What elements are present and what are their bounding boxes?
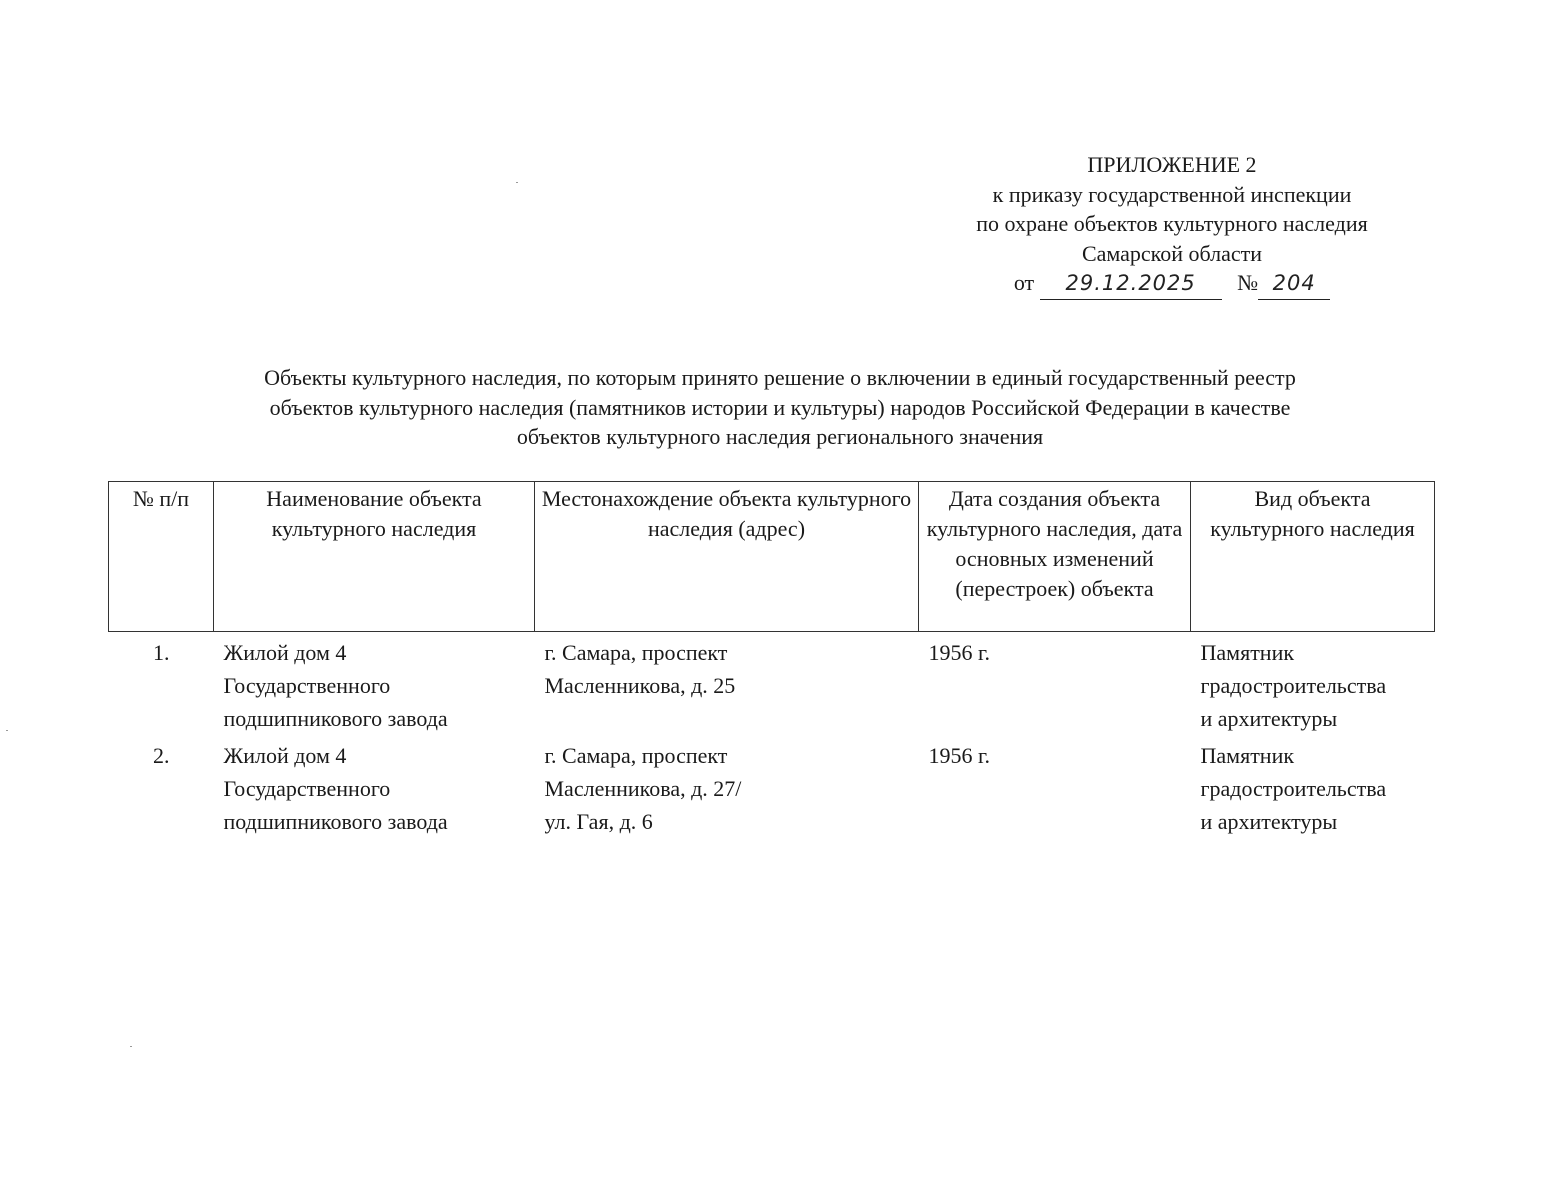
handwritten-date: 29.12.2025 — [1040, 269, 1222, 300]
appendix-heading: ПРИЛОЖЕНИЕ 2 — [1087, 152, 1257, 177]
address-line: г. Самара, проспект — [544, 743, 728, 768]
address-cell — [535, 735, 919, 838]
object-name-line: Государственного — [223, 776, 391, 801]
document-title — [110, 363, 1450, 452]
number-sign: № — [1237, 270, 1259, 295]
appendix-block — [930, 150, 1414, 300]
scan-speck — [130, 1046, 132, 1047]
header-creation-date: Дата создания объекта культурного наследия, дата основных изменений (перестроек) объекта — [919, 482, 1191, 632]
object-name-line: подшипникового завода — [223, 809, 448, 834]
address-line: Масленникова, д. 27/ — [544, 776, 742, 801]
title-line-2: объектов культурного наследия (памятников истории и культуры) народов Российской Федерации в качестве — [269, 394, 1291, 420]
handwritten-order-number: 204 — [1258, 269, 1330, 300]
date-cell: 1956 г. — [928, 743, 991, 768]
table-row — [109, 735, 1435, 838]
row-number: 2. — [153, 743, 170, 768]
scan-speck — [6, 730, 8, 731]
object-type-line: Памятник — [1200, 743, 1295, 768]
address-line: Масленникова, д. 25 — [544, 673, 736, 698]
scan-speck — [516, 182, 518, 183]
heritage-objects-table — [108, 481, 1435, 838]
row-number: 1. — [153, 640, 170, 665]
header-number: № п/п — [109, 482, 214, 632]
appendix-authority-line: по охране объектов культурного наследия — [976, 211, 1368, 236]
table-header-row — [109, 482, 1435, 632]
address-cell — [535, 632, 919, 736]
object-name-cell — [214, 632, 535, 736]
object-type-cell — [1191, 632, 1435, 736]
appendix-order-line: к приказу государственной инспекции — [992, 181, 1352, 207]
object-name-line: Жилой дом 4 — [223, 743, 347, 768]
order-date-number-line — [930, 268, 1414, 300]
table-row — [109, 632, 1435, 736]
date-cell: 1956 г. — [928, 640, 991, 665]
object-type-line: градостроительства — [1200, 776, 1387, 801]
title-line-3: объектов культурного наследия регионального значения — [516, 424, 1044, 449]
object-type-cell — [1191, 735, 1435, 838]
object-name-cell — [214, 735, 535, 838]
object-type-line: градостроительства — [1200, 673, 1387, 698]
address-line: г. Самара, проспект — [544, 640, 728, 665]
appendix-region-line: Самарской области — [1081, 240, 1263, 266]
object-type-line: Памятник — [1200, 640, 1295, 665]
header-location: Местонахождение объекта культурного наследия (адрес) — [535, 482, 919, 632]
date-prefix: от — [1013, 270, 1035, 295]
object-type-line: и архитектуры — [1200, 809, 1338, 834]
object-type-line: и архитектуры — [1200, 706, 1338, 731]
object-name-line: Жилой дом 4 — [223, 640, 347, 665]
address-line: ул. Гая, д. 6 — [544, 809, 653, 834]
header-object-type: Вид объекта культурного наследия — [1191, 482, 1435, 632]
header-object-name: Наименование объекта культурного наследия — [214, 482, 535, 632]
object-name-line: подшипникового завода — [223, 706, 448, 731]
title-line-1: Объекты культурного наследия, по которым принято решение о включении в единый государственный реестр — [264, 365, 1296, 390]
object-name-line: Государственного — [223, 673, 391, 698]
